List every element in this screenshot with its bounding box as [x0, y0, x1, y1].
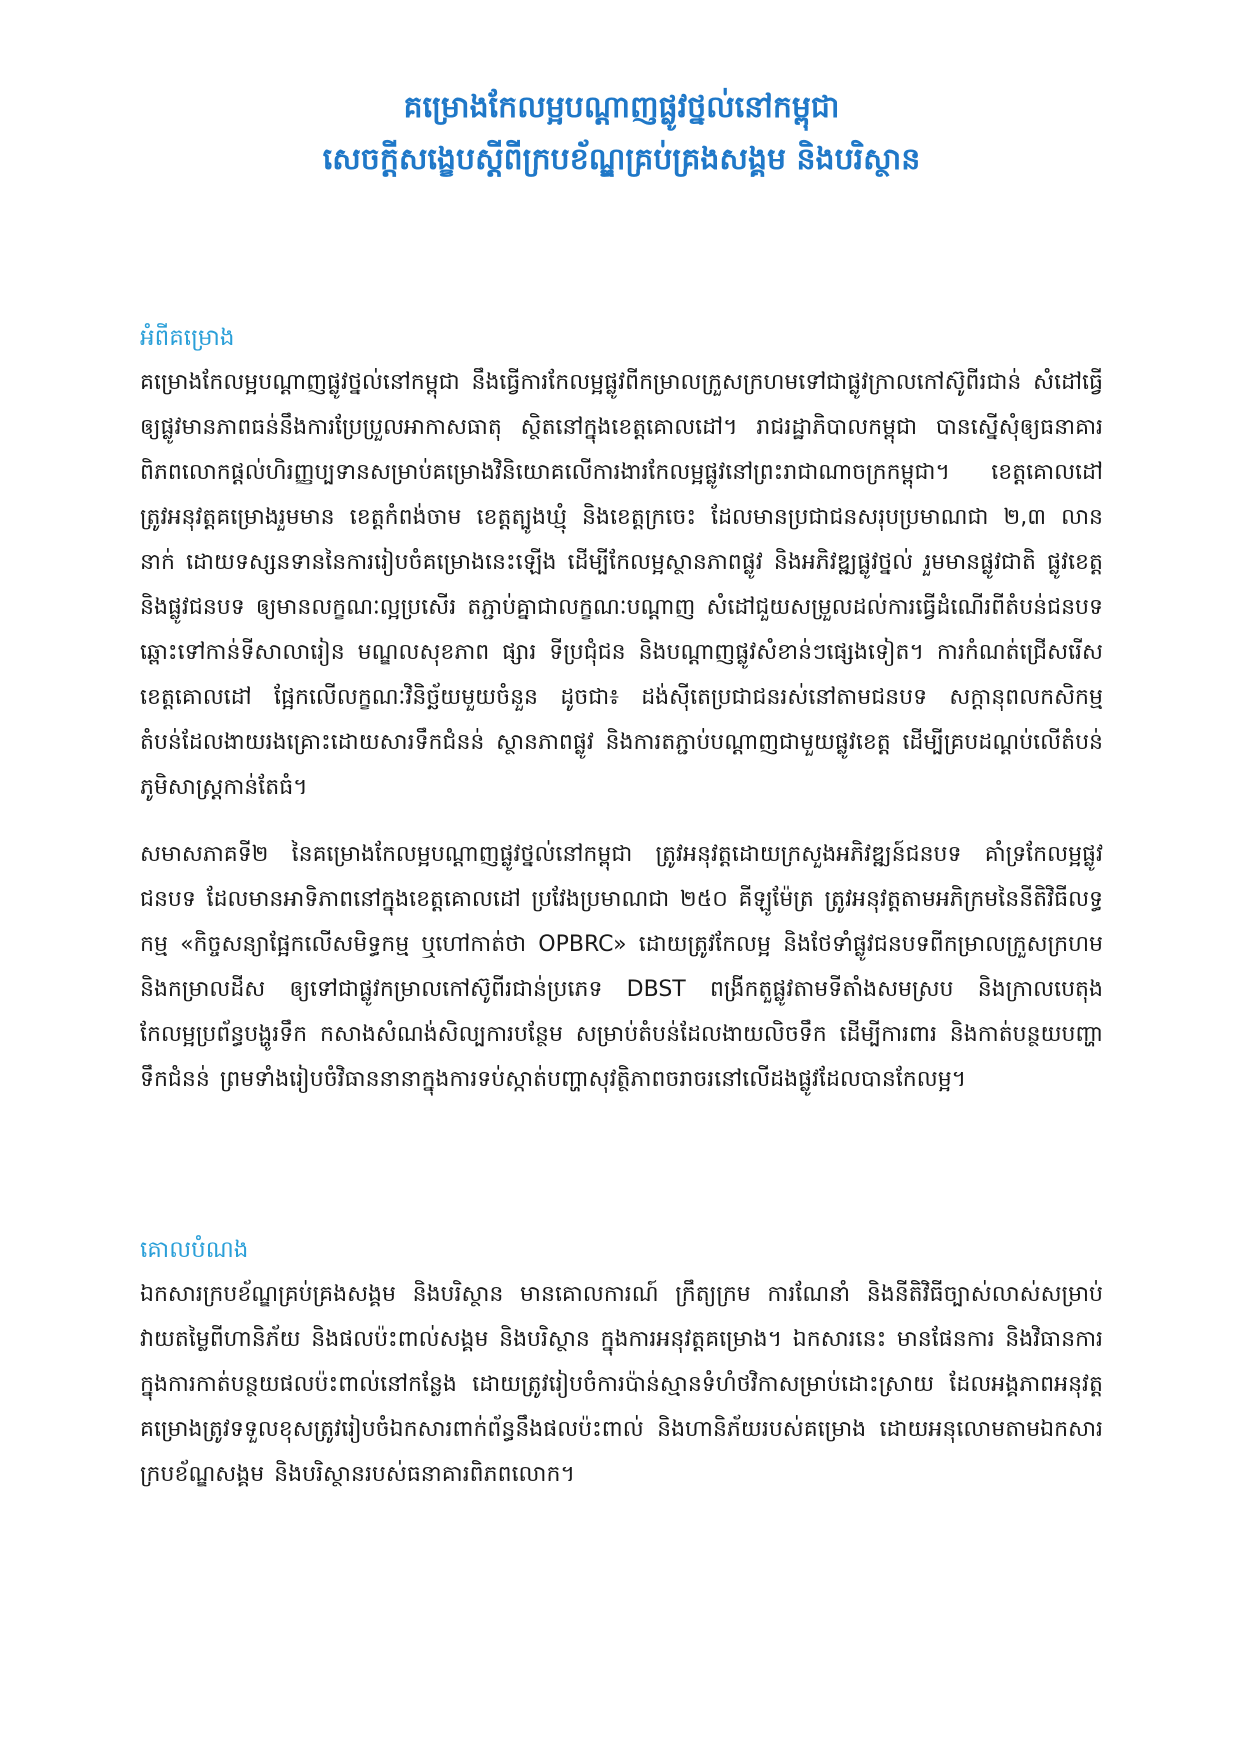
document-title: គម្រោងកែលម្អបណ្តាញផ្លូវថ្នល់នៅកម្ពុជា [403, 90, 840, 125]
about-paragraph-2: សមាសភាគទី២ នៃគម្រោងកែលម្អបណ្តាញផ្លូវថ្នល់នៅកម្ពុជា ត្រូវអនុវត្តដោយក្រសួងអភិវឌ្ឍន៍ជនបទ គាំទ្រកែលម្អផ្លូវជនបទ ដែលមានអាទិភាពនៅក្នុងខេត្តគោលដៅ ប្រវែងប្រមាណជា ២៥០ គីឡូម៉ែត្រ ត្រូវអនុវត្តតាមអភិក្រមនៃនីតិវិធីលទ្ធកម្ម «កិច្ចសន្យាផ្អែកលើសមិទ្ធកម្ម ឬហៅកាត់ថា OPBRC» ដោយត្រូវកែលម្អ និងថែទាំផ្លូវជនបទពីកម្រាលក្រួសក្រហម និងកម្រាលដីស ឲ្យទៅជាផ្លូវកម្រាលកៅស៊ូពីរជាន់ប្រភេទ DBST ពង្រីកតួផ្លូវតាមទីតាំងសមស្រប និងក្រាលបេតុង កែលម្អប្រព័ន្ធបង្ហូរទឹក កសាងសំណង់សិល្បការបន្ថែម សម្រាប់តំបន់ដែលងាយលិចទឹក ដើម្បីការពារ និងកាត់បន្ថយបញ្ហាទឹកជំនន់ ព្រមទាំងរៀបចំវិធាននានាក្នុងការទប់ស្កាត់បញ្ហាសុវត្ថិភាពចរាចរនៅលើដងផ្លូវដែលបានកែលម្អ។ [140, 842, 1104, 1092]
document-subtitle: សេចក្តីសង្ខេបស្តីពីក្របខ័ណ្ឌគ្រប់គ្រងសង្គម និងបរិស្ថាន [322, 142, 921, 177]
section-purpose [140, 1230, 1103, 1497]
section-heading-purpose: គោលបំណង [140, 1237, 249, 1263]
section-about-project [140, 318, 1103, 1102]
document-title-block [140, 82, 1103, 186]
purpose-paragraph-1: ឯកសារក្របខ័ណ្ឌគ្រប់គ្រងសង្គម និងបរិស្ថាន មានគោលការណ៍ ក្រឹត្យក្រម ការណែនាំ និងនីតិវិធីច្បាស់លាស់សម្រាប់វាយតម្លៃពីហានិភ័យ និងផលប៉ះពាល់សង្គម និងបរិស្ថាន ក្នុងការអនុវត្តគម្រោង។ ឯកសារនេះ មានផែនការ និងវិធានការ ក្នុងការកាត់បន្ថយផលប៉ះពាល់នៅកន្លែង ដោយត្រូវរៀបចំការប៉ាន់ស្មានទំហំថវិកាសម្រាប់ដោះស្រាយ ដែលអង្គភាពអនុវត្តគម្រោងត្រូវទទួលខុសត្រូវរៀបចំឯកសារពាក់ព័ន្ធនឹងផលប៉ះពាល់ និងហានិភ័យរបស់គម្រោង ដោយអនុលោមតាមឯកសារក្របខ័ណ្ឌសង្គម និងបរិស្ថានរបស់ធនាគារពិភពលោក។ [140, 1282, 1103, 1487]
section-heading-about: អំពីគម្រោង [140, 325, 235, 351]
about-paragraph-1: គម្រោងកែលម្អបណ្តាញផ្លូវថ្នល់នៅកម្ពុជា នឹងធ្វើការកែលម្អផ្លូវពីកម្រាលក្រួសក្រហមទៅជាផ្លូវក្រាលកៅស៊ូពីរជាន់ សំដៅធ្វើឲ្យផ្លូវមានភាពធន់នឹងការប្រែប្រួលអាកាសធាតុ ស្ថិតនៅក្នុងខេត្តគោលដៅ។ រាជរដ្ឋាភិបាលកម្ពុជា បានស្នើសុំឲ្យធនាគារពិភពលោកផ្តល់ហិរញ្ញប្បទានសម្រាប់គម្រោងវិនិយោគលើការងារកែលម្អផ្លូវនៅព្រះរាជាណាចក្រកម្ពុជា។ ខេត្តគោលដៅ ត្រូវអនុវត្តគម្រោងរួមមាន ខេត្តកំពង់ចាម ខេត្តត្បូងឃ្មុំ និងខេត្តក្រចេះ ដែលមានប្រជាជនសរុបប្រមាណជា ២,៣ លាននាក់ ដោយទស្សនទាននៃការរៀបចំគម្រោងនេះឡើង ដើម្បីកែលម្អស្ថានភាពផ្លូវ និងអភិវឌ្ឍផ្លូវថ្នល់ រួមមានផ្លូវជាតិ ផ្លូវខេត្ត និងផ្លូវជនបទ ឲ្យមានលក្ខណៈល្អប្រសើរ តភ្ជាប់គ្នាជាលក្ខណៈបណ្តាញ សំដៅជួយសម្រួលដល់ការធ្វើដំណើរពីតំបន់ជនបទ ឆ្ពោះទៅកាន់ទីសាលារៀន មណ្ឌលសុខភាព ផ្សារ ទីប្រជុំជន និងបណ្តាញផ្លូវសំខាន់ៗផ្សេងទៀត។ ការកំណត់ជ្រើសរើសខេត្តគោលដៅ ផ្អែកលើលក្ខណៈវិនិច្ឆ័យមួយចំនួន ដូចជា៖ ដង់ស៊ីតេប្រជាជនរស់នៅតាមជនបទ សក្តានុពលកសិកម្ម តំបន់ដែលងាយរងគ្រោះដោយសារទឹកជំនន់ ស្ថានភាពផ្លូវ និងការតភ្ជាប់បណ្តាញជាមួយផ្លូវខេត្ត ដើម្បីគ្របដណ្តប់លើតំបន់ភូមិសាស្ត្រកាន់តែធំ។ [140, 370, 1103, 800]
